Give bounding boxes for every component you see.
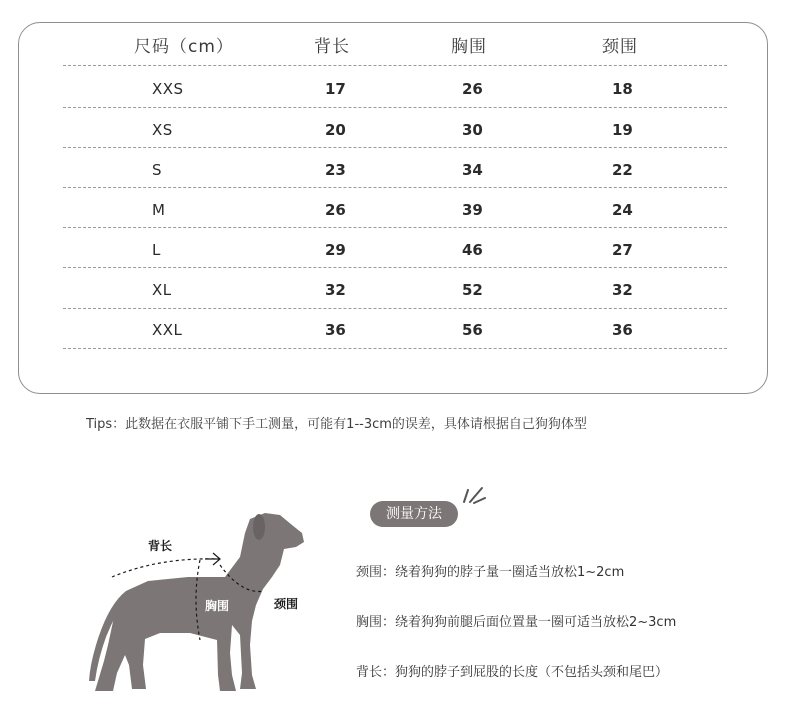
row-chest: 46: [462, 241, 483, 259]
row-neck: 24: [612, 201, 633, 219]
tips-note: Tips：此数据在衣服平铺下手工测量，可能有1--3cm的误差，具体请根据自己狗狗体型: [86, 417, 587, 432]
header-chest: 胸围: [451, 37, 487, 57]
row-back: 20: [325, 121, 346, 139]
row-size: L: [152, 241, 161, 259]
divider: [63, 107, 727, 108]
divider: [63, 65, 727, 66]
row-size: XS: [152, 121, 173, 139]
divider: [63, 187, 727, 188]
divider: [63, 147, 727, 148]
row-back: 36: [325, 321, 346, 339]
measure-method-badge: 测量方法: [370, 501, 458, 527]
row-size: S: [152, 161, 163, 179]
table-row: [19, 238, 767, 262]
table-header: [19, 35, 767, 59]
row-neck: 27: [612, 241, 633, 259]
dog-measure-diagram: [80, 505, 330, 700]
table-row: [19, 158, 767, 182]
label-chest: 胸围: [205, 599, 230, 613]
sparkle-accent-icon: [458, 480, 488, 504]
row-neck: 22: [612, 161, 633, 179]
divider: [63, 267, 727, 268]
label-back-length: 背长: [148, 539, 173, 553]
table-row: [19, 318, 767, 342]
header-back-length: 背长: [314, 37, 350, 57]
table-row: [19, 77, 767, 101]
header-size: 尺码（cm）: [134, 37, 234, 57]
divider: [63, 227, 727, 228]
row-back: 23: [325, 161, 346, 179]
row-back: 26: [325, 201, 346, 219]
row-back: 29: [325, 241, 346, 259]
row-size: XL: [152, 281, 172, 299]
row-chest: 34: [462, 161, 483, 179]
row-back: 32: [325, 281, 346, 299]
row-size: XXL: [152, 321, 183, 339]
row-neck: 19: [612, 121, 633, 139]
header-neck: 颈围: [602, 37, 638, 57]
row-back: 17: [325, 80, 346, 98]
row-chest: 56: [462, 321, 483, 339]
size-table: [18, 22, 768, 394]
row-neck: 18: [612, 80, 633, 98]
label-neck: 颈围: [274, 597, 299, 611]
divider: [63, 348, 727, 349]
table-row: [19, 118, 767, 142]
table-row: [19, 198, 767, 222]
row-size: XXS: [152, 80, 184, 98]
table-row: [19, 278, 767, 302]
instruction-chest: 胸围：绕着狗狗前腿后面位置量一圈可适当放松2~3cm: [356, 615, 677, 630]
instruction-back: 背长：狗狗的脖子到屁股的长度（不包括头颈和尾巴）: [356, 665, 669, 680]
row-chest: 52: [462, 281, 483, 299]
instruction-neck: 颈围：绕着狗狗的脖子量一圈适当放松1~2cm: [356, 565, 625, 580]
divider: [63, 308, 727, 309]
row-size: M: [152, 201, 166, 219]
row-chest: 26: [462, 80, 483, 98]
row-chest: 30: [462, 121, 483, 139]
row-neck: 32: [612, 281, 633, 299]
row-neck: 36: [612, 321, 633, 339]
row-chest: 39: [462, 201, 483, 219]
